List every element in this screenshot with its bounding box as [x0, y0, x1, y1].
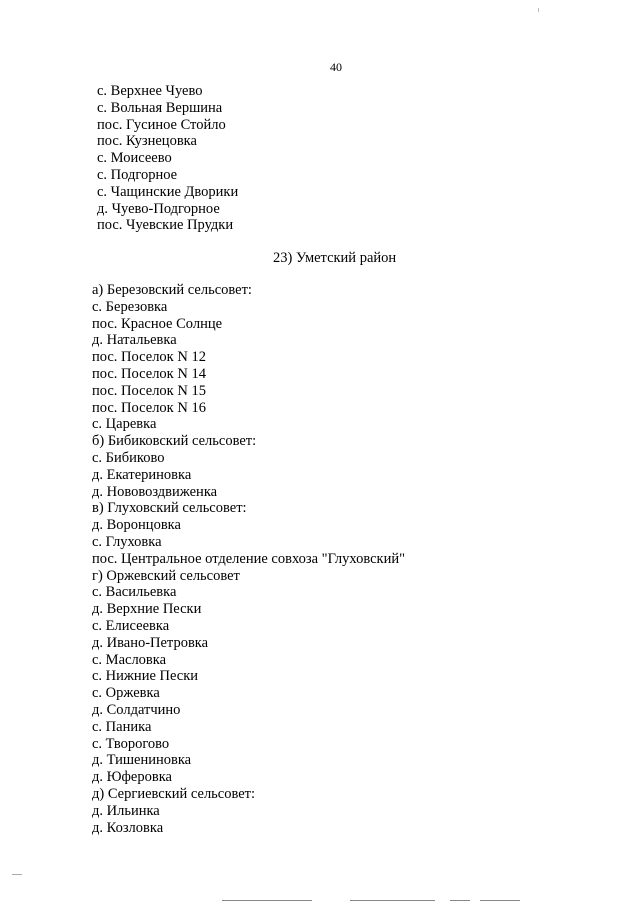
list-item: д. Екатериновка: [92, 466, 192, 483]
list-item: с. Нижние Пески: [92, 668, 199, 685]
settlement-list-top: [97, 83, 238, 234]
settlement-list-main: [92, 282, 405, 836]
list-item: пос. Поселок N 16: [92, 399, 206, 416]
list-item: с. Творогово: [92, 735, 170, 752]
list-item: с. Васильевка: [92, 584, 177, 601]
list-item: д. Ильинка: [92, 802, 160, 819]
list-item: б) Бибиковский сельсовет:: [92, 433, 257, 450]
list-item: с. Паника: [92, 718, 152, 735]
list-item: с. Елисеевка: [92, 617, 170, 634]
list-item: с. Царевка: [92, 416, 157, 433]
list-item: с. Глуховка: [92, 533, 162, 550]
list-item: пос. Поселок N 15: [92, 382, 206, 399]
scan-artifact: [538, 8, 539, 12]
list-item: д. Натальевка: [92, 332, 177, 349]
list-item: с. Оржевка: [92, 685, 160, 702]
scan-artifact: [450, 900, 470, 901]
list-item: с. Моисеево: [97, 150, 172, 167]
list-item: а) Березовский сельсовет:: [92, 282, 252, 298]
list-item: д. Юферовка: [92, 769, 172, 786]
list-item: д. Солдатчино: [92, 701, 181, 718]
list-item: в) Глуховский сельсовет:: [92, 500, 247, 517]
list-item: д. Чуево-Подгорное: [97, 200, 220, 217]
scan-artifact: [222, 900, 312, 901]
list-item: с. Березовка: [92, 298, 168, 315]
list-item: пос. Центральное отделение совхоза "Глуховский": [92, 550, 406, 567]
list-item: пос. Чуевские Прудки: [97, 217, 234, 234]
section-heading: 23) Уметский район: [273, 250, 397, 266]
list-item: с. Масловка: [92, 651, 167, 668]
list-item: с. Вольная Вершина: [97, 99, 223, 116]
list-item: с. Верхнее Чуево: [97, 83, 203, 99]
list-item: с. Подгорное: [97, 166, 178, 183]
list-item: д) Сергиевский сельсовет:: [92, 785, 256, 802]
list-item: пос. Поселок N 14: [92, 365, 206, 382]
list-item: г) Оржевский сельсовет: [92, 567, 240, 584]
list-item: д. Тишениновка: [92, 752, 192, 769]
scan-artifact: [350, 900, 435, 901]
list-item: с. Чащинские Дворики: [97, 183, 239, 200]
page-number: 40: [330, 60, 342, 74]
list-item: д. Нововоздвиженка: [92, 483, 218, 500]
scan-artifact: [480, 900, 520, 901]
list-item: пос. Кузнецовка: [97, 133, 197, 150]
list-item: д. Ивано-Петровка: [92, 634, 209, 651]
list-item: д. Воронцовка: [92, 517, 181, 534]
list-item: пос. Поселок N 12: [92, 349, 206, 366]
list-item: пос. Гусиное Стойло: [97, 116, 226, 133]
list-item: д. Верхние Пески: [92, 601, 202, 618]
list-item: с. Бибиково: [92, 449, 165, 466]
list-item: д. Козловка: [92, 819, 164, 836]
scan-artifact: [12, 874, 22, 875]
list-item: пос. Красное Солнце: [92, 315, 223, 332]
